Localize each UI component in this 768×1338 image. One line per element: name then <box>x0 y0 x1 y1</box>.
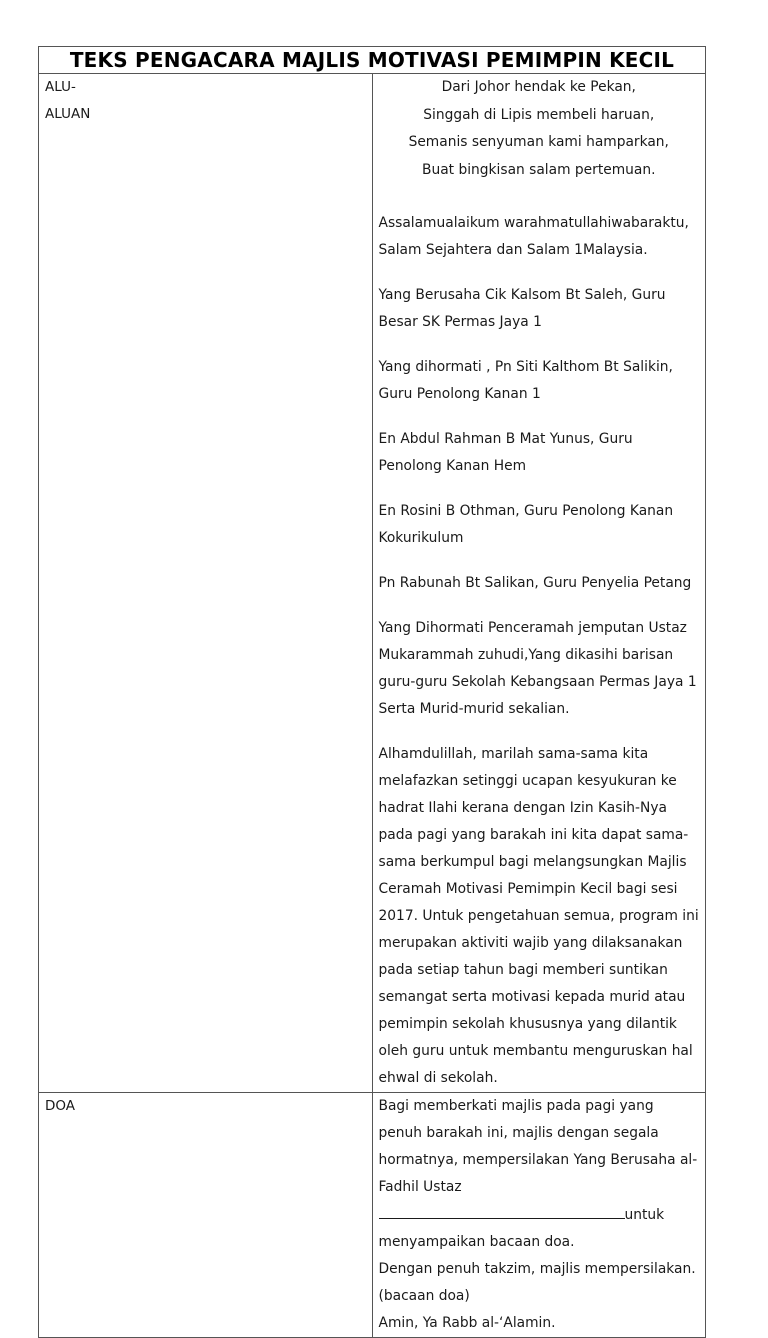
document-title: TEKS PENGACARA MAJLIS MOTIVASI PEMIMPIN KECIL <box>39 47 706 74</box>
pantun-line: Semanis senyuman kami hamparkan, <box>408 134 669 150</box>
label-doa: DOA <box>39 1093 373 1338</box>
doa-intro: Bagi memberkati majlis pada pagi yang penuh barakah ini, majlis dengan segala hormatnya, mempersilakan Yang Berusaha al-Fadhil Ustaz <box>378 1098 698 1195</box>
honorific-line: Pn Rabunah Bt Salikan, Guru Penyelia Petang <box>378 575 692 591</box>
honorific-line: Yang dihormati , Pn Siti Kalthom Bt Salikin, Guru Penolong Kanan 1 <box>378 359 673 402</box>
doa-line: (bacaan doa) <box>378 1288 470 1304</box>
doa-line: Dengan penuh takzim, majlis mempersilakan. <box>378 1261 696 1277</box>
section-doa <box>39 1093 706 1338</box>
opening-body: Alhamdulillah, marilah sama-sama kita melafazkan setinggi ucapan kesyukuran ke hadrat Ilahi kerana dengan Izin Kasih-Nya pada pagi yang barakah ini kita dapat sama-sama berkumpul bagi melangsungkan Majlis Ceramah Motivasi Pemimpin Kecil bagi sesi 2017. Untuk pengetahuan semua, program ini merupakan aktiviti wajib yang dilaksanakan pada setiap tahun bagi memberi suntikan semangat serta motivasi kepada murid atau pemimpin sekolah khususnya yang dilantik oleh guru untuk membantu menguruskan hal ehwal di sekolah. <box>378 746 699 1086</box>
name-blank-field[interactable] <box>379 1201 625 1219</box>
honorific-line: Yang Berusaha Cik Kalsom Bt Saleh, Guru Besar SK Permas Jaya 1 <box>378 287 666 330</box>
pantun-line: Singgah di Lipis membeli haruan, <box>423 106 655 123</box>
section-aluan <box>39 74 706 1093</box>
honorific-line: En Abdul Rahman B Mat Yunus, Guru Penolong Kanan Hem <box>378 431 633 474</box>
content-doa <box>372 1093 706 1338</box>
honorific-line: En Rosini B Othman, Guru Penolong Kanan Kokurikulum <box>378 503 674 546</box>
script-table <box>38 46 706 1338</box>
doa-line: Amin, Ya Rabb al-‘Alamin. <box>378 1315 556 1331</box>
content-aluan <box>372 74 706 1093</box>
pantun-line: Buat bingkisan salam pertemuan. <box>422 161 656 178</box>
label-aluan: ALU- ALUAN <box>39 74 373 1093</box>
speaker-line: Yang Dihormati Penceramah jemputan Ustaz Mukarammah zuhudi,Yang dikasihi barisan guru-guru Sekolah Kebangsaan Permas Jaya 1 Serta Murid-murid sekalian. <box>378 620 697 717</box>
doa-blank-line <box>379 1201 700 1256</box>
greeting: Assalamualaikum warahmatullahiwabaraktu, Salam Sejahtera dan Salam 1Malaysia. <box>378 215 689 258</box>
pantun <box>379 74 700 184</box>
doa-blank-suffix: untuk menyampaikan bacaan doa. <box>378 1207 665 1250</box>
pantun-line: Dari Johor hendak ke Pekan, <box>441 79 636 95</box>
document <box>38 46 706 1338</box>
